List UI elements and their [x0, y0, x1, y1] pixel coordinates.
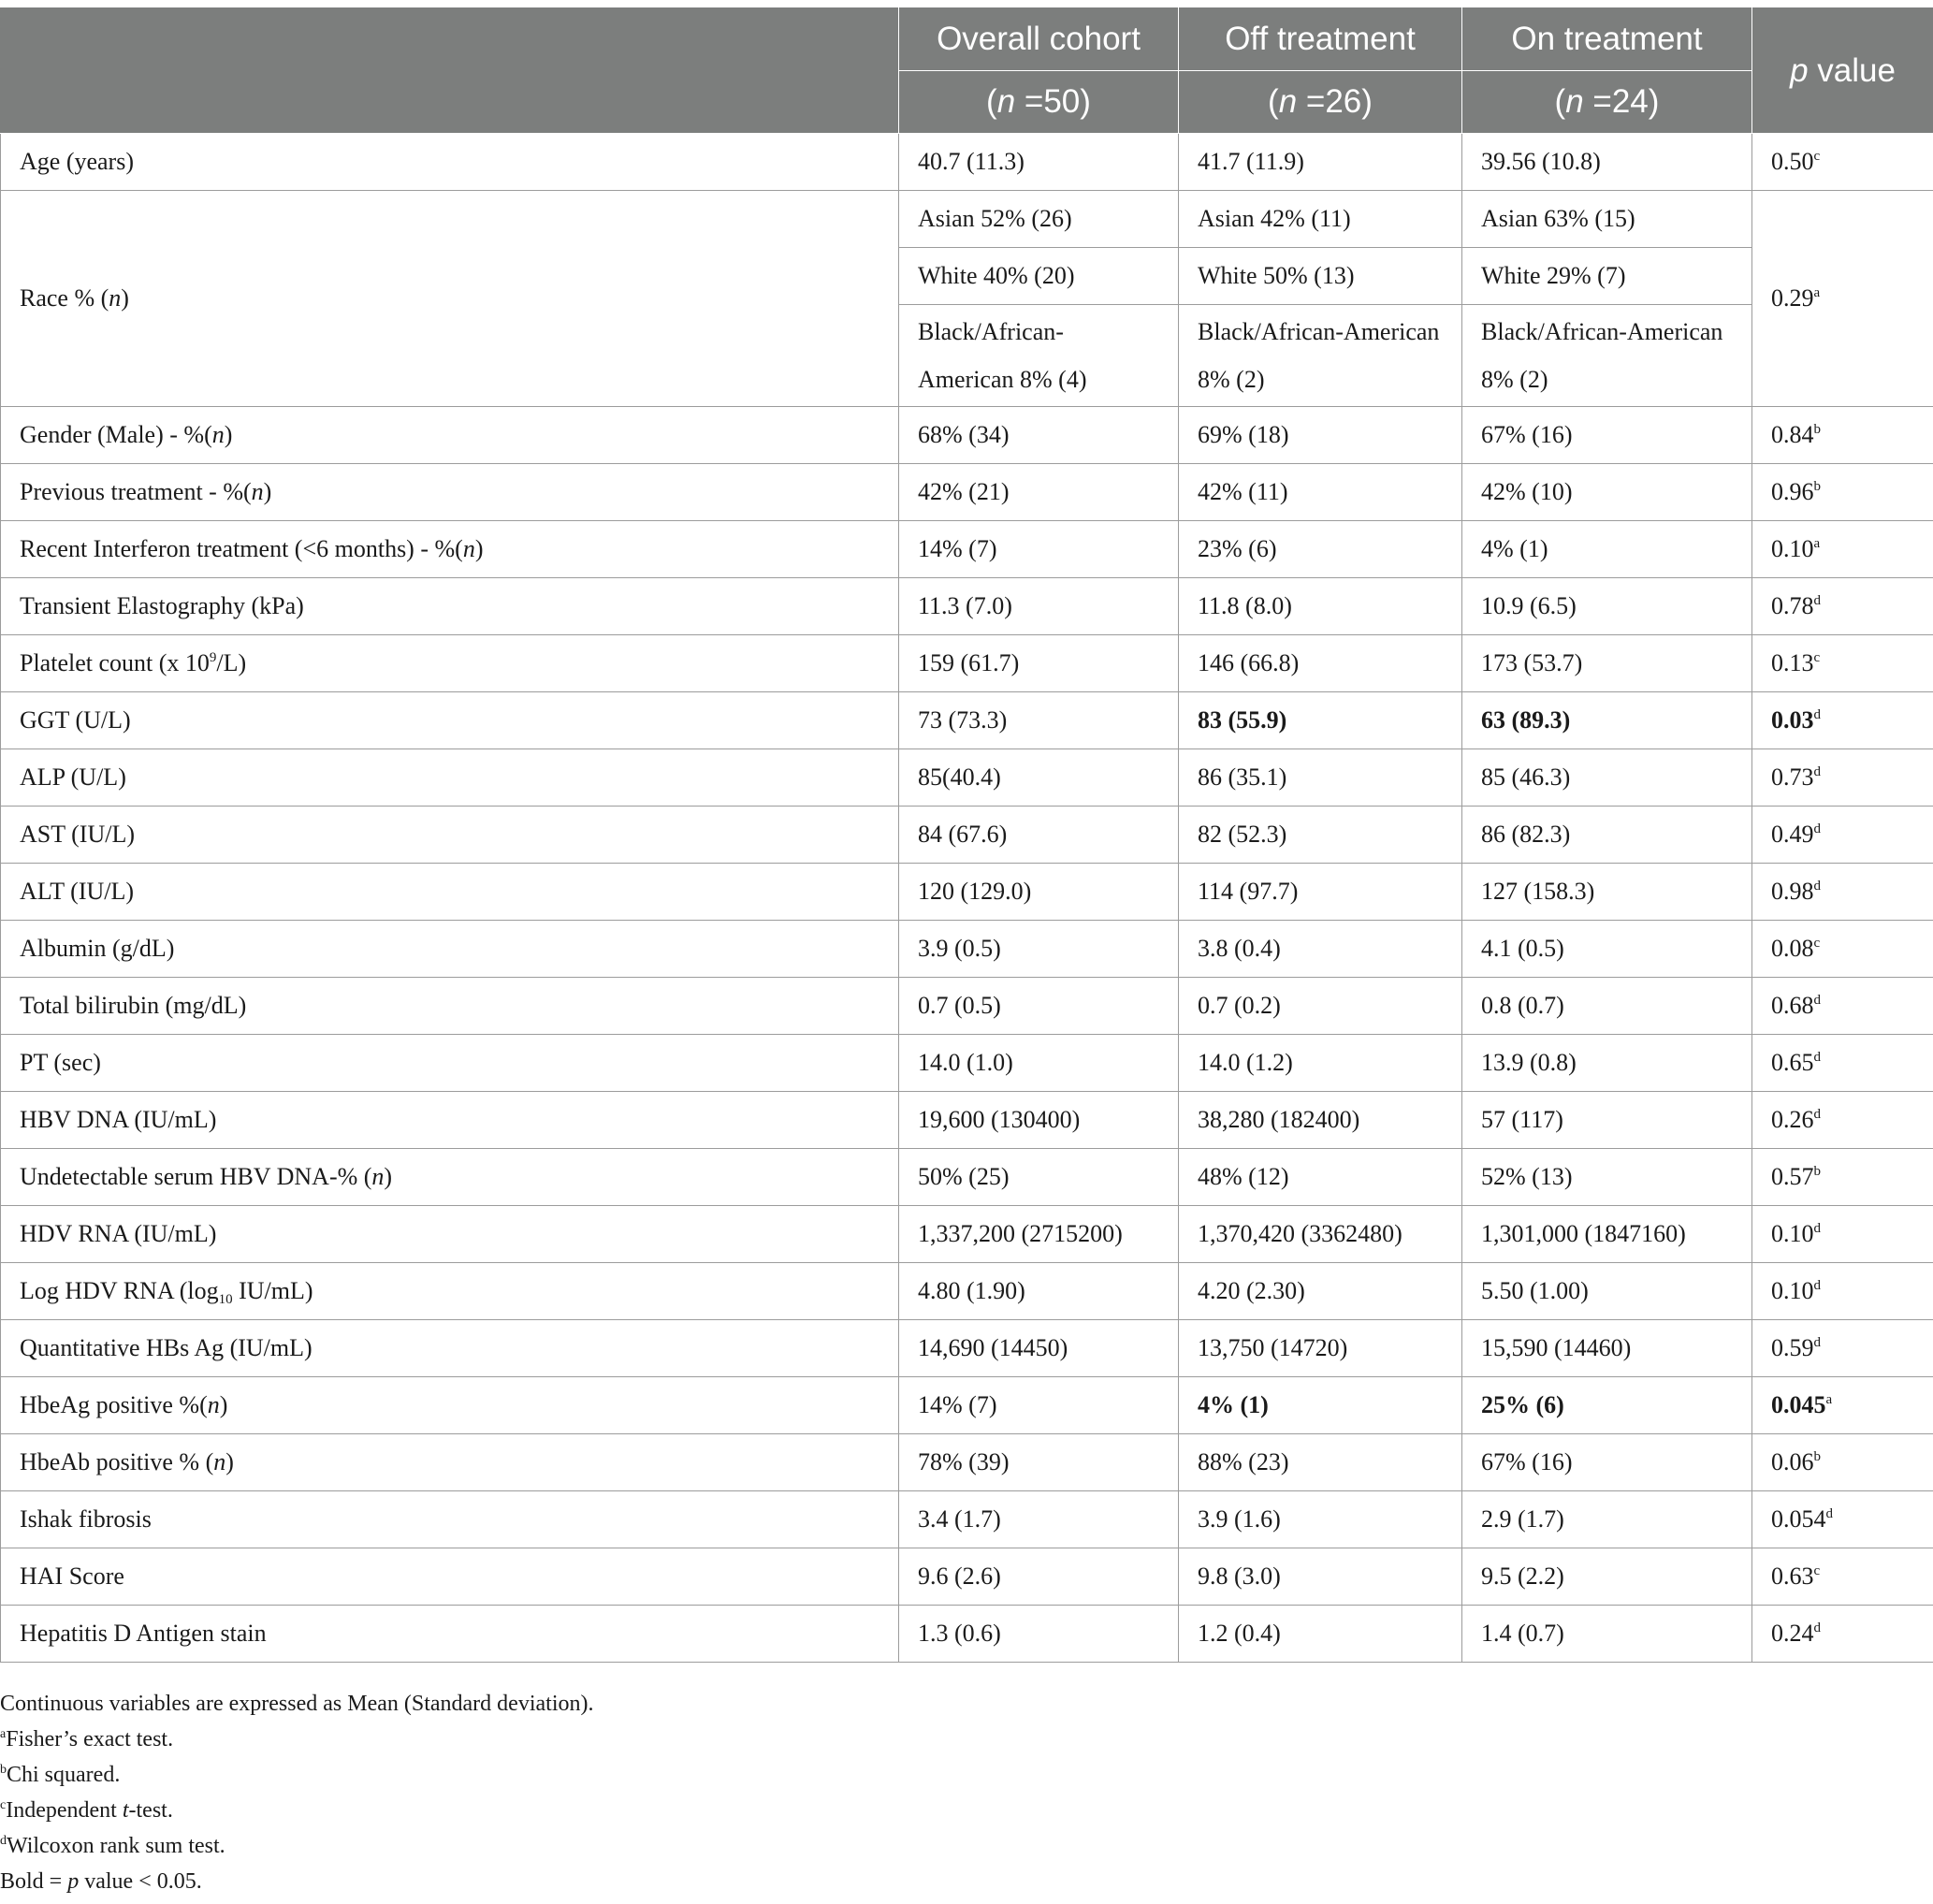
- cell-off: 41.7 (11.9): [1179, 134, 1462, 191]
- cell-overall: 14,690 (14450): [899, 1320, 1179, 1377]
- row-label: Recent Interferon treatment (<6 months) - %(n): [1, 521, 899, 578]
- table-row: [1, 1035, 1933, 1092]
- cell-p: 0.98$^d$: [1752, 864, 1933, 921]
- table-row: [1, 692, 1933, 749]
- cell-off: 48% (12): [1179, 1149, 1462, 1206]
- row-label: HDV RNA (IU/mL): [1, 1206, 899, 1263]
- table-row: [1, 635, 1933, 692]
- cell-off: 1.2 (0.4): [1179, 1606, 1462, 1663]
- cell-p: 0.03$^d$: [1752, 692, 1933, 749]
- row-label: Previous treatment - %(n): [1, 464, 899, 521]
- cell-on: 1.4 (0.7): [1462, 1606, 1752, 1663]
- cell-p: 0.73$^d$: [1752, 749, 1933, 807]
- row-label: HBV DNA (IU/mL): [1, 1092, 899, 1149]
- row-label: PT (sec): [1, 1035, 899, 1092]
- footnote-c: $^c$Independent t-test.: [0, 1798, 173, 1823]
- footnote-b: $^b$Chi squared.: [0, 1763, 121, 1787]
- cell-on: 85 (46.3): [1462, 749, 1752, 807]
- cell-p: 0.10$^d$: [1752, 1263, 1933, 1320]
- cell-on: 127 (158.3): [1462, 864, 1752, 921]
- row-label: HAI Score: [1, 1548, 899, 1606]
- cell-overall: 73 (73.3): [899, 692, 1179, 749]
- cell-off: 3.8 (0.4): [1179, 921, 1462, 978]
- cell-on: 39.56 (10.8): [1462, 134, 1752, 191]
- cell-off: 146 (66.8): [1179, 635, 1462, 692]
- cell-on: 42% (10): [1462, 464, 1752, 521]
- table-row: [1, 749, 1933, 807]
- cell-overall: 40.7 (11.3): [899, 134, 1179, 191]
- header-off: Off treatment: [1179, 8, 1462, 71]
- table-row: [1, 1377, 1933, 1434]
- data-table: [0, 7, 1933, 1663]
- row-label: HbeAb positive % (n): [1, 1434, 899, 1491]
- cell-p: 0.29$^a$: [1752, 191, 1933, 407]
- cell-overall: 85(40.4): [899, 749, 1179, 807]
- row-label: AST (IU/L): [1, 807, 899, 864]
- row-label: Quantitative HBs Ag (IU/mL): [1, 1320, 899, 1377]
- row-label: GGT (U/L): [1, 692, 899, 749]
- cell-overall: 120 (129.0): [899, 864, 1179, 921]
- table-row: [1, 134, 1933, 191]
- row-label: Total bilirubin (mg/dL): [1, 978, 899, 1035]
- cell-overall: Asian 52% (26): [899, 191, 1179, 248]
- row-label: Log HDV RNA ($\log_{10}$ IU/mL): [1, 1263, 899, 1320]
- cell-p: 0.26$^d$: [1752, 1092, 1933, 1149]
- cell-overall: 19,600 (130400): [899, 1092, 1179, 1149]
- row-label: Undetectable serum HBV DNA-% (n): [1, 1149, 899, 1206]
- cell-overall: 50% (25): [899, 1149, 1179, 1206]
- row-label: Ishak fibrosis: [1, 1491, 899, 1548]
- cell-overall: 84 (67.6): [899, 807, 1179, 864]
- cell-overall: 159 (61.7): [899, 635, 1179, 692]
- cell-overall: 9.6 (2.6): [899, 1548, 1179, 1606]
- table-footnotes: [0, 1686, 593, 1899]
- cell-off: Asian 42% (11): [1179, 191, 1462, 248]
- cell-p: 0.65$^d$: [1752, 1035, 1933, 1092]
- table-row: [1, 978, 1933, 1035]
- header-blank: [1, 8, 899, 134]
- cell-p: 0.10$^a$: [1752, 521, 1933, 578]
- cell-off: 38,280 (182400): [1179, 1092, 1462, 1149]
- row-label: Race % (n): [1, 191, 899, 407]
- cell-on: 9.5 (2.2): [1462, 1548, 1752, 1606]
- cell-on: White 29% (7): [1462, 248, 1752, 305]
- cell-p: 0.24$^d$: [1752, 1606, 1933, 1663]
- cell-off: 13,750 (14720): [1179, 1320, 1462, 1377]
- cell-overall: 1,337,200 (2715200): [899, 1206, 1179, 1263]
- header-overall: Overall cohort: [899, 8, 1179, 71]
- table-row: [1, 464, 1933, 521]
- header-overall-n: (n =50): [899, 71, 1179, 134]
- table-row: [1, 921, 1933, 978]
- cell-overall: 0.7 (0.5): [899, 978, 1179, 1035]
- cell-on: 52% (13): [1462, 1149, 1752, 1206]
- cell-p: 0.50$^c$: [1752, 134, 1933, 191]
- cell-on: 5.50 (1.00): [1462, 1263, 1752, 1320]
- table-row: [1, 578, 1933, 635]
- row-label: Gender (Male) - %(n): [1, 407, 899, 464]
- cell-off: 11.8 (8.0): [1179, 578, 1462, 635]
- cell-off: 83 (55.9): [1179, 692, 1462, 749]
- cell-on: 67% (16): [1462, 407, 1752, 464]
- cell-overall: 11.3 (7.0): [899, 578, 1179, 635]
- footnote-a: $^a$Fisher’s exact test.: [0, 1727, 174, 1751]
- cell-p: 0.96$^b$: [1752, 464, 1933, 521]
- table-body: [1, 134, 1933, 1663]
- row-label: ALT (IU/L): [1, 864, 899, 921]
- cell-p: 0.84$^b$: [1752, 407, 1933, 464]
- table-row: [1, 1263, 1933, 1320]
- cell-on: 15,590 (14460): [1462, 1320, 1752, 1377]
- cell-on: 25% (6): [1462, 1377, 1752, 1434]
- cell-off: 1,370,420 (3362480): [1179, 1206, 1462, 1263]
- cell-on: 13.9 (0.8): [1462, 1035, 1752, 1092]
- table-row: [1, 1491, 1933, 1548]
- cell-p: 0.49$^d$: [1752, 807, 1933, 864]
- table-row: [1, 1320, 1933, 1377]
- cell-p: 0.10$^d$: [1752, 1206, 1933, 1263]
- header-off-n: (n =26): [1179, 71, 1462, 134]
- cell-off: 69% (18): [1179, 407, 1462, 464]
- cell-on: 67% (16): [1462, 1434, 1752, 1491]
- cell-on: 63 (89.3): [1462, 692, 1752, 749]
- cell-overall: 4.80 (1.90): [899, 1263, 1179, 1320]
- cell-p: 0.68$^d$: [1752, 978, 1933, 1035]
- cell-on: 57 (117): [1462, 1092, 1752, 1149]
- cell-on: 2.9 (1.7): [1462, 1491, 1752, 1548]
- header-on-n: (n =24): [1462, 71, 1752, 134]
- cell-overall: 78% (39): [899, 1434, 1179, 1491]
- cell-on: 0.8 (0.7): [1462, 978, 1752, 1035]
- cell-p: 0.06$^b$: [1752, 1434, 1933, 1491]
- table-row: [1, 1548, 1933, 1606]
- cell-p: 0.054$^d$: [1752, 1491, 1933, 1548]
- cell-off: 3.9 (1.6): [1179, 1491, 1462, 1548]
- cell-overall: 14% (7): [899, 1377, 1179, 1434]
- cell-p: 0.045$^a$: [1752, 1377, 1933, 1434]
- cell-off: 0.7 (0.2): [1179, 978, 1462, 1035]
- row-label: HbeAg positive %(n): [1, 1377, 899, 1434]
- cell-p: 0.57$^b$: [1752, 1149, 1933, 1206]
- cell-p: 0.63$^c$: [1752, 1548, 1933, 1606]
- cell-off: 14.0 (1.2): [1179, 1035, 1462, 1092]
- cell-off: 86 (35.1): [1179, 749, 1462, 807]
- row-label: ALP (U/L): [1, 749, 899, 807]
- cell-overall: 14.0 (1.0): [899, 1035, 1179, 1092]
- cell-on: Black/African-American 8% (2): [1462, 305, 1752, 407]
- cell-on: 86 (82.3): [1462, 807, 1752, 864]
- cell-p: 0.59$^d$: [1752, 1320, 1933, 1377]
- cell-on: 1,301,000 (1847160): [1462, 1206, 1752, 1263]
- cell-off: 82 (52.3): [1179, 807, 1462, 864]
- cell-off: 9.8 (3.0): [1179, 1548, 1462, 1606]
- cell-off: 23% (6): [1179, 521, 1462, 578]
- footnote-d: $^d$Wilcoxon rank sum test.: [0, 1834, 225, 1858]
- cell-overall: 42% (21): [899, 464, 1179, 521]
- row-label: Albumin (g/dL): [1, 921, 899, 978]
- cell-p: 0.78$^d$: [1752, 578, 1933, 635]
- row-label: Age (years): [1, 134, 899, 191]
- header-p-value: p value: [1752, 8, 1933, 134]
- cell-p: 0.08$^c$: [1752, 921, 1933, 978]
- cell-off: Black/African-American 8% (2): [1179, 305, 1462, 407]
- table-row: [1, 1606, 1933, 1663]
- table-row: [1, 1206, 1933, 1263]
- cell-on: 10.9 (6.5): [1462, 578, 1752, 635]
- cell-off: White 50% (13): [1179, 248, 1462, 305]
- cell-off: 4% (1): [1179, 1377, 1462, 1434]
- table-row: [1, 191, 1933, 248]
- cell-overall: 1.3 (0.6): [899, 1606, 1179, 1663]
- cell-on: 4.1 (0.5): [1462, 921, 1752, 978]
- row-label: Transient Elastography (kPa): [1, 578, 899, 635]
- cell-overall: 3.4 (1.7): [899, 1491, 1179, 1548]
- table-row: [1, 1149, 1933, 1206]
- table-container: [0, 7, 1933, 1663]
- cell-overall: White 40% (20): [899, 248, 1179, 305]
- row-label: Hepatitis D Antigen stain: [1, 1606, 899, 1663]
- table-row: [1, 407, 1933, 464]
- cell-overall: 3.9 (0.5): [899, 921, 1179, 978]
- footnote-continuous: Continuous variables are expressed as Mean (Standard deviation).: [0, 1692, 594, 1716]
- cell-on: 4% (1): [1462, 521, 1752, 578]
- cell-overall: Black/African-American 8% (4): [899, 305, 1179, 407]
- table-header: [1, 8, 1933, 134]
- cell-on: 173 (53.7): [1462, 635, 1752, 692]
- row-label: Platelet count (x $10^9/L$): [1, 635, 899, 692]
- table-row: [1, 521, 1933, 578]
- cell-on: Asian 63% (15): [1462, 191, 1752, 248]
- table-row: [1, 807, 1933, 864]
- cell-off: 4.20 (2.30): [1179, 1263, 1462, 1320]
- header-on: On treatment: [1462, 8, 1752, 71]
- cell-off: 42% (11): [1179, 464, 1462, 521]
- footnote-bold: Bold = p value < 0.05.: [0, 1869, 202, 1894]
- table-row: [1, 1434, 1933, 1491]
- cell-overall: 14% (7): [899, 521, 1179, 578]
- cell-off: 88% (23): [1179, 1434, 1462, 1491]
- table-row: [1, 864, 1933, 921]
- table-row: [1, 1092, 1933, 1149]
- cell-overall: 68% (34): [899, 407, 1179, 464]
- cell-p: 0.13$^c$: [1752, 635, 1933, 692]
- cell-off: 114 (97.7): [1179, 864, 1462, 921]
